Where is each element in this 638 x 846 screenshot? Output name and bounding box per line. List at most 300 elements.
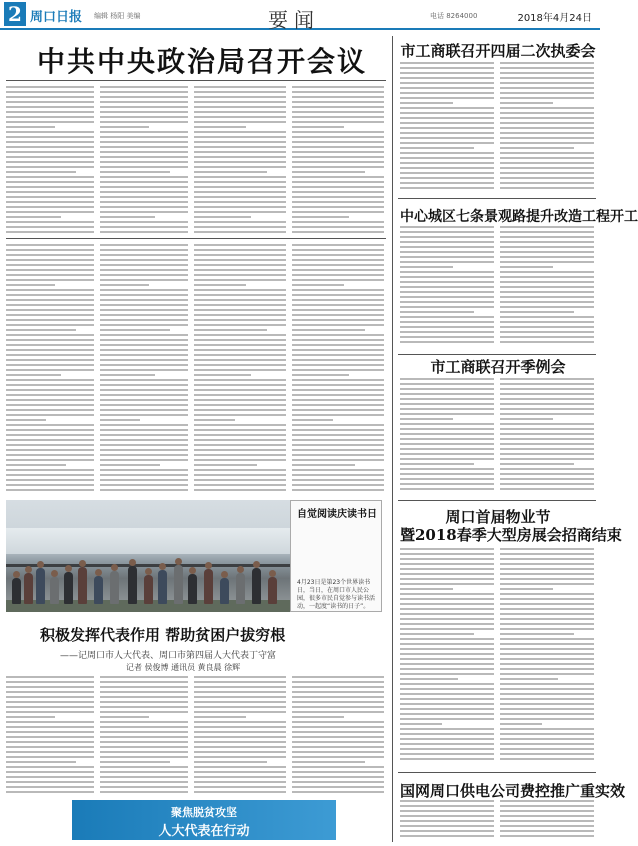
text-line — [292, 414, 384, 416]
text-line — [6, 691, 94, 693]
text-line — [400, 613, 494, 615]
text-line — [292, 329, 365, 331]
text-line — [100, 131, 188, 133]
text-line — [400, 668, 494, 670]
person-figure — [174, 565, 183, 604]
text-line — [6, 131, 94, 133]
text-line — [500, 291, 594, 293]
text-line — [500, 311, 574, 313]
text-line — [6, 334, 94, 336]
text-line — [100, 781, 188, 783]
text-line — [6, 711, 94, 713]
text-line — [194, 151, 286, 153]
text-line — [400, 743, 494, 745]
text-line — [400, 403, 494, 405]
text-line — [6, 206, 94, 208]
text-line — [6, 399, 94, 401]
text-line — [500, 643, 594, 645]
text-line — [500, 306, 594, 308]
text-line — [400, 122, 494, 124]
text-line — [500, 753, 594, 755]
text-line — [194, 681, 286, 683]
text-line — [292, 96, 384, 98]
text-line — [6, 111, 94, 113]
text-line — [6, 751, 94, 753]
text-line — [194, 166, 286, 168]
masthead — [0, 0, 600, 30]
text-line — [500, 321, 594, 323]
text-line — [500, 548, 594, 550]
main-article-col-3 — [194, 86, 286, 236]
text-line — [500, 326, 594, 328]
bottom-col-3 — [194, 676, 286, 796]
text-line — [292, 384, 384, 386]
text-line — [100, 731, 188, 733]
text-line — [100, 706, 188, 708]
text-line — [100, 231, 188, 233]
text-line — [400, 598, 494, 600]
text-line — [500, 413, 594, 415]
text-line — [292, 696, 384, 698]
text-line — [292, 294, 384, 296]
text-line — [100, 716, 149, 718]
text-line — [194, 389, 286, 391]
text-line — [100, 701, 188, 703]
text-line — [500, 623, 594, 625]
text-line — [100, 96, 188, 98]
person-figure — [236, 573, 245, 604]
text-line — [194, 324, 286, 326]
text-line — [100, 186, 188, 188]
text-line — [292, 424, 384, 426]
text-line — [292, 334, 384, 336]
text-line — [194, 464, 257, 466]
text-line — [194, 359, 286, 361]
text-line — [400, 77, 494, 79]
text-line — [500, 271, 594, 273]
text-line — [6, 161, 94, 163]
text-line — [500, 127, 594, 129]
text-line — [194, 791, 286, 793]
text-line — [292, 274, 384, 276]
text-line — [292, 726, 384, 728]
text-line — [500, 718, 594, 720]
text-line — [400, 321, 494, 323]
text-line — [194, 771, 286, 773]
text-line — [400, 231, 494, 233]
bottom-subhead: ——记周口市人大代表、周口市第四届人大代表丁守富 — [60, 651, 277, 661]
right-headline-4a: 周口首届物业节 — [445, 508, 551, 526]
text-line — [292, 771, 384, 773]
right3-col-2 — [500, 378, 594, 496]
text-line — [194, 414, 286, 416]
text-line — [400, 603, 494, 605]
text-line — [400, 82, 494, 84]
text-line — [100, 329, 170, 331]
photo-feature-box — [290, 500, 382, 612]
text-line — [6, 304, 94, 306]
text-line — [400, 473, 494, 475]
text-line — [500, 448, 594, 450]
text-line — [400, 236, 494, 238]
text-line — [100, 761, 170, 763]
text-line — [292, 364, 384, 366]
text-line — [400, 463, 474, 465]
text-line — [100, 86, 188, 88]
text-line — [292, 716, 344, 718]
text-line — [100, 449, 188, 451]
text-line — [194, 479, 286, 481]
phone-tag: 电话 8264000 — [430, 12, 478, 20]
text-line — [100, 786, 188, 788]
text-line — [400, 226, 494, 228]
text-line — [100, 161, 188, 163]
text-line — [400, 271, 494, 273]
text-line — [6, 741, 94, 743]
text-line — [292, 751, 384, 753]
text-line — [500, 331, 594, 333]
text-line — [6, 264, 94, 266]
text-line — [400, 638, 494, 640]
text-line — [400, 167, 494, 169]
text-line — [400, 72, 494, 74]
text-line — [500, 748, 594, 750]
text-line — [500, 77, 594, 79]
text-line — [100, 141, 188, 143]
text-line — [400, 563, 494, 565]
text-line — [194, 429, 286, 431]
text-line — [500, 738, 594, 740]
text-line — [6, 791, 94, 793]
text-line — [400, 306, 494, 308]
text-line — [500, 122, 594, 124]
text-line — [292, 191, 384, 193]
text-line — [6, 359, 94, 361]
text-line — [400, 618, 494, 620]
text-line — [400, 573, 494, 575]
text-line — [500, 187, 594, 189]
text-line — [100, 244, 188, 246]
text-line — [100, 756, 188, 758]
text-line — [6, 746, 94, 748]
text-line — [500, 72, 594, 74]
text-line — [292, 409, 384, 411]
text-line — [6, 696, 94, 698]
text-line — [500, 663, 594, 665]
text-line — [6, 379, 94, 381]
text-line — [500, 117, 594, 119]
text-line — [400, 256, 494, 258]
text-line — [6, 716, 55, 718]
text-line — [6, 269, 94, 271]
photo-feature-caption: 4月23日是第23个世界读书日，当日，在周口市人民公园，很多市民自觉参与读书活动，一起度“读书的日子”。 — [297, 579, 376, 610]
text-line — [400, 261, 494, 263]
text-line — [100, 736, 188, 738]
text-line — [500, 423, 594, 425]
text-line — [292, 484, 384, 486]
text-line — [400, 147, 474, 149]
text-line — [500, 648, 594, 650]
right-headline-2: 中心城区七条景观路提升改造工程开工 — [400, 209, 638, 225]
text-line — [6, 96, 94, 98]
text-line — [292, 206, 384, 208]
text-line — [500, 573, 594, 575]
text-line — [292, 404, 384, 406]
text-line — [194, 489, 286, 491]
text-line — [400, 698, 494, 700]
divider — [398, 354, 596, 355]
text-line — [100, 226, 188, 228]
text-line — [400, 408, 494, 410]
text-line — [6, 474, 94, 476]
text-line — [400, 548, 494, 550]
text-line — [6, 726, 94, 728]
text-line — [6, 484, 94, 486]
text-line — [400, 653, 494, 655]
text-line — [292, 791, 384, 793]
text-line — [500, 483, 594, 485]
bottom-headline: 积极发挥代表作用 帮助贫困户拔穷根 — [40, 626, 286, 644]
text-line — [400, 241, 494, 243]
person-figure — [144, 575, 153, 604]
text-line — [500, 152, 594, 154]
text-line — [100, 484, 188, 486]
text-line — [500, 835, 594, 837]
text-line — [6, 454, 94, 456]
text-line — [100, 274, 188, 276]
text-line — [500, 608, 594, 610]
text-line — [194, 786, 286, 788]
text-line — [500, 336, 594, 338]
text-line — [194, 384, 286, 386]
text-line — [292, 354, 384, 356]
text-line — [100, 221, 188, 223]
main-headline-rule — [6, 80, 386, 81]
text-line — [194, 746, 286, 748]
text-line — [194, 101, 286, 103]
text-line — [500, 488, 594, 490]
text-line — [400, 182, 494, 184]
text-line — [500, 728, 594, 730]
text-line — [100, 334, 188, 336]
text-line — [292, 454, 384, 456]
text-line — [500, 281, 594, 283]
text-line — [6, 781, 94, 783]
text-line — [194, 761, 267, 763]
person-figure — [252, 568, 261, 604]
text-line — [100, 424, 188, 426]
text-line — [100, 791, 188, 793]
text-line — [500, 743, 594, 745]
text-line — [194, 221, 286, 223]
text-line — [400, 127, 494, 129]
text-line — [100, 314, 188, 316]
text-line — [194, 279, 286, 281]
text-line — [400, 102, 453, 104]
text-line — [194, 399, 286, 401]
text-line — [6, 314, 94, 316]
text-line — [400, 388, 494, 390]
main-article-col-4 — [292, 86, 384, 236]
text-line — [500, 825, 594, 827]
text-line — [292, 374, 349, 376]
text-line — [292, 399, 384, 401]
text-line — [292, 304, 384, 306]
text-line — [292, 429, 384, 431]
text-line — [100, 304, 188, 306]
text-line — [100, 399, 188, 401]
text-line — [500, 638, 594, 640]
text-line — [100, 439, 188, 441]
text-line — [292, 319, 384, 321]
text-line — [194, 201, 286, 203]
text-line — [100, 676, 188, 678]
text-line — [292, 741, 384, 743]
text-line — [6, 736, 94, 738]
text-line — [100, 469, 188, 471]
text-line — [100, 344, 188, 346]
person-figure — [94, 576, 103, 604]
text-line — [100, 746, 188, 748]
text-line — [100, 369, 188, 371]
text-line — [6, 191, 94, 193]
text-line — [194, 196, 286, 198]
text-line — [194, 211, 286, 213]
text-line — [100, 156, 188, 158]
text-line — [194, 91, 286, 93]
text-line — [100, 299, 188, 301]
photo-feature-title: 自觉阅读庆读书日 — [297, 509, 377, 520]
text-line — [100, 771, 188, 773]
text-line — [400, 805, 494, 807]
person-figure — [188, 574, 197, 604]
text-line — [6, 761, 76, 763]
text-line — [500, 92, 594, 94]
text-line — [194, 289, 286, 291]
text-line — [100, 284, 149, 286]
text-line — [100, 166, 188, 168]
text-line — [292, 231, 384, 233]
text-line — [194, 319, 286, 321]
text-line — [6, 274, 94, 276]
text-line — [6, 91, 94, 93]
text-line — [6, 86, 94, 88]
text-line — [500, 633, 574, 635]
text-line — [100, 429, 188, 431]
text-line — [6, 186, 94, 188]
right1-col-1 — [400, 62, 494, 194]
text-line — [100, 419, 140, 421]
divider — [398, 198, 596, 199]
main-article-col-1 — [6, 86, 94, 236]
text-line — [500, 733, 594, 735]
right3-col-1 — [400, 378, 494, 496]
text-line — [500, 553, 594, 555]
text-line — [194, 716, 246, 718]
text-line — [194, 736, 286, 738]
text-line — [292, 254, 384, 256]
text-line — [6, 221, 94, 223]
text-line — [292, 389, 384, 391]
text-line — [500, 820, 594, 822]
text-line — [100, 464, 160, 466]
text-line — [6, 126, 55, 128]
text-line — [500, 301, 594, 303]
poverty-banner — [72, 800, 336, 840]
text-line — [194, 676, 286, 678]
text-line — [194, 254, 286, 256]
text-line — [100, 146, 188, 148]
text-line — [292, 279, 384, 281]
text-line — [6, 166, 94, 168]
text-line — [500, 815, 594, 817]
text-line — [6, 449, 94, 451]
text-line — [194, 176, 286, 178]
text-line — [400, 835, 494, 837]
text-line — [194, 344, 286, 346]
text-line — [100, 151, 188, 153]
text-line — [194, 781, 286, 783]
text-line — [500, 316, 594, 318]
text-line — [500, 276, 594, 278]
text-line — [6, 469, 94, 471]
text-line — [500, 378, 594, 380]
text-line — [500, 256, 594, 258]
text-line — [292, 226, 384, 228]
text-line — [100, 191, 188, 193]
text-line — [500, 800, 594, 802]
text-line — [292, 314, 384, 316]
text-line — [292, 464, 355, 466]
text-line — [194, 686, 286, 688]
text-line — [500, 433, 594, 435]
text-line — [292, 691, 384, 693]
text-line — [6, 329, 76, 331]
text-line — [194, 741, 286, 743]
text-line — [500, 231, 594, 233]
text-line — [292, 369, 384, 371]
text-line — [6, 364, 94, 366]
text-line — [400, 588, 453, 590]
text-line — [194, 751, 286, 753]
text-line — [6, 324, 94, 326]
text-line — [194, 136, 286, 138]
text-line — [6, 249, 94, 251]
text-line — [100, 404, 188, 406]
text-line — [400, 296, 494, 298]
text-line — [194, 354, 286, 356]
text-line — [292, 681, 384, 683]
text-line — [292, 181, 384, 183]
text-line — [194, 424, 286, 426]
text-line — [292, 91, 384, 93]
text-line — [194, 444, 286, 446]
text-line — [292, 101, 384, 103]
person-figure — [268, 577, 277, 604]
right2-col-1 — [400, 226, 494, 350]
text-line — [400, 423, 494, 425]
text-line — [6, 686, 94, 688]
text-line — [400, 800, 494, 802]
text-line — [292, 781, 384, 783]
main-headline: 中共中央政治局召开会议 — [36, 45, 367, 78]
text-line — [6, 116, 94, 118]
text-line — [500, 583, 594, 585]
right-headline-3: 市工商联召开季例会 — [430, 358, 566, 376]
text-line — [292, 339, 384, 341]
text-line — [100, 349, 188, 351]
banner-line-2: 人大代表在行动 — [158, 824, 250, 839]
